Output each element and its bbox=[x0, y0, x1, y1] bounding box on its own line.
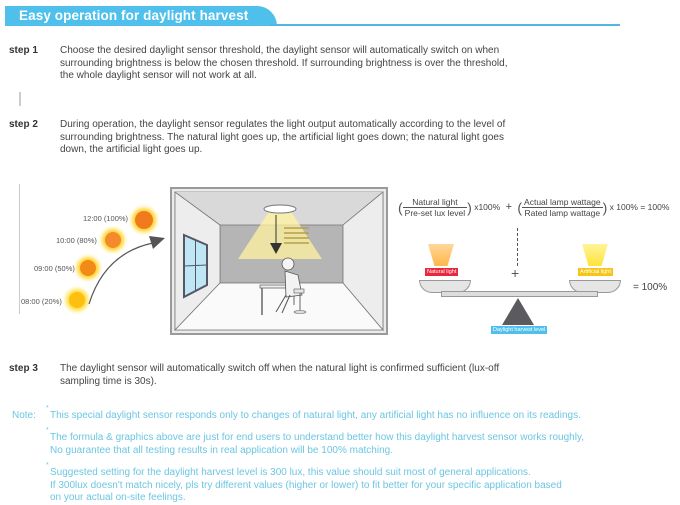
note-line: If 300lux doesn't match nicely, pls try different values (higher or lower) to fit better for your specific application based bbox=[50, 479, 562, 491]
note-bullet-icon: * bbox=[46, 427, 49, 434]
sun-label: 10:00 (80%) bbox=[56, 236, 97, 245]
note-item bbox=[50, 432, 584, 457]
formula-result: x 100% = 100% bbox=[609, 201, 670, 212]
sun-label: 08:00 (20%) bbox=[21, 297, 62, 306]
side-marker bbox=[19, 92, 21, 106]
step-line: sampling time is 30s). bbox=[60, 375, 157, 387]
note-item bbox=[50, 410, 581, 423]
formula-multiplier: x100% bbox=[474, 201, 501, 212]
note-line: The formula & graphics above are just for end users to understand better how this daylight harvest sensor works roughly, bbox=[50, 432, 584, 443]
fraction-denominator: Rated lamp wattage bbox=[524, 208, 601, 218]
step-line: surrounding brightness is below the chosen threshold. If surrounding brightness is over the threshold, bbox=[60, 57, 508, 69]
note-line: on your actual on-site feelings. bbox=[50, 492, 186, 503]
step-text bbox=[60, 363, 620, 388]
step-line: During operation, the daylight sensor regulates the light output automatically according to the level of bbox=[60, 119, 506, 130]
step-line: The daylight sensor will automatically switch off when the natural light is confirmed sufficient (lux-off bbox=[60, 363, 500, 374]
note-line: Suggested setting for the daylight harvest level is 300 lux, this value should suit most of general applications. bbox=[50, 467, 531, 478]
fraction-numerator: Actual lamp wattage bbox=[524, 197, 601, 207]
rising-arrow-icon bbox=[85, 228, 170, 308]
step-label: step 1 bbox=[9, 45, 38, 56]
natural-light-label: Natural light bbox=[427, 269, 457, 275]
step-text bbox=[60, 45, 620, 83]
step-text bbox=[60, 119, 620, 157]
note-line: This special daylight sensor responds only to changes of natural light, any artificial light has no influence on its readings. bbox=[50, 410, 581, 421]
sun-label: 12:00 (100%) bbox=[83, 214, 129, 223]
fulcrum-icon bbox=[502, 298, 534, 325]
note-line: No guarantee that all testing results in real application will be 100% matching. bbox=[50, 444, 393, 456]
step-label: step 2 bbox=[9, 119, 38, 130]
page-title: Easy operation for daylight harvest bbox=[19, 8, 249, 23]
formula-fraction-natural bbox=[403, 197, 467, 218]
artificial-light-label: Artificial light bbox=[580, 269, 611, 275]
artificial-light-glow-icon bbox=[582, 244, 608, 266]
fraction-denominator: Pre-set lux level bbox=[404, 208, 466, 218]
step-label: step 3 bbox=[9, 363, 38, 374]
sun-icon bbox=[69, 292, 85, 308]
fraction-numerator: Natural light bbox=[403, 197, 467, 208]
step-line: the whole daylight sensor will not work at all. bbox=[60, 70, 257, 81]
sun-icon bbox=[135, 211, 153, 229]
note-bullet-icon: * bbox=[46, 405, 49, 412]
step-line: Choose the desired daylight sensor threshold, the daylight sensor will automatically switch on when bbox=[60, 45, 500, 56]
formula-plus: + bbox=[505, 200, 512, 213]
step-line: down, the artificial light goes up. bbox=[60, 144, 203, 155]
formula: ( $\frac{\text{Natural light}}{\text{Pre-set lux level}}$ ) x100% + ( $\frac{\text{Actual lamp wattage}}{\text{Rated lamp wattage}}$ ) x 100% = 100% bbox=[398, 197, 670, 218]
daylight-harvest-level-label: Daylight harvest level bbox=[493, 327, 546, 333]
room-illustration bbox=[170, 187, 388, 335]
formula-fraction-lamp bbox=[522, 197, 603, 218]
divider-line bbox=[19, 184, 20, 314]
header-divider bbox=[270, 24, 620, 26]
note-bullet-icon: * bbox=[46, 462, 49, 469]
balance-beam bbox=[441, 291, 598, 297]
natural-light-glow-icon bbox=[428, 244, 454, 266]
sun-label: 09:00 (50%) bbox=[34, 264, 75, 273]
step-line: surrounding brightness. The natural light goes up, the artificial light goes down; the natural light goes bbox=[60, 131, 504, 143]
plus-sign: + bbox=[511, 265, 520, 281]
note-item bbox=[50, 467, 562, 505]
balance-result: = 100% bbox=[633, 282, 668, 293]
dashed-divider bbox=[517, 228, 518, 266]
note-prefix: Note: bbox=[12, 410, 36, 421]
